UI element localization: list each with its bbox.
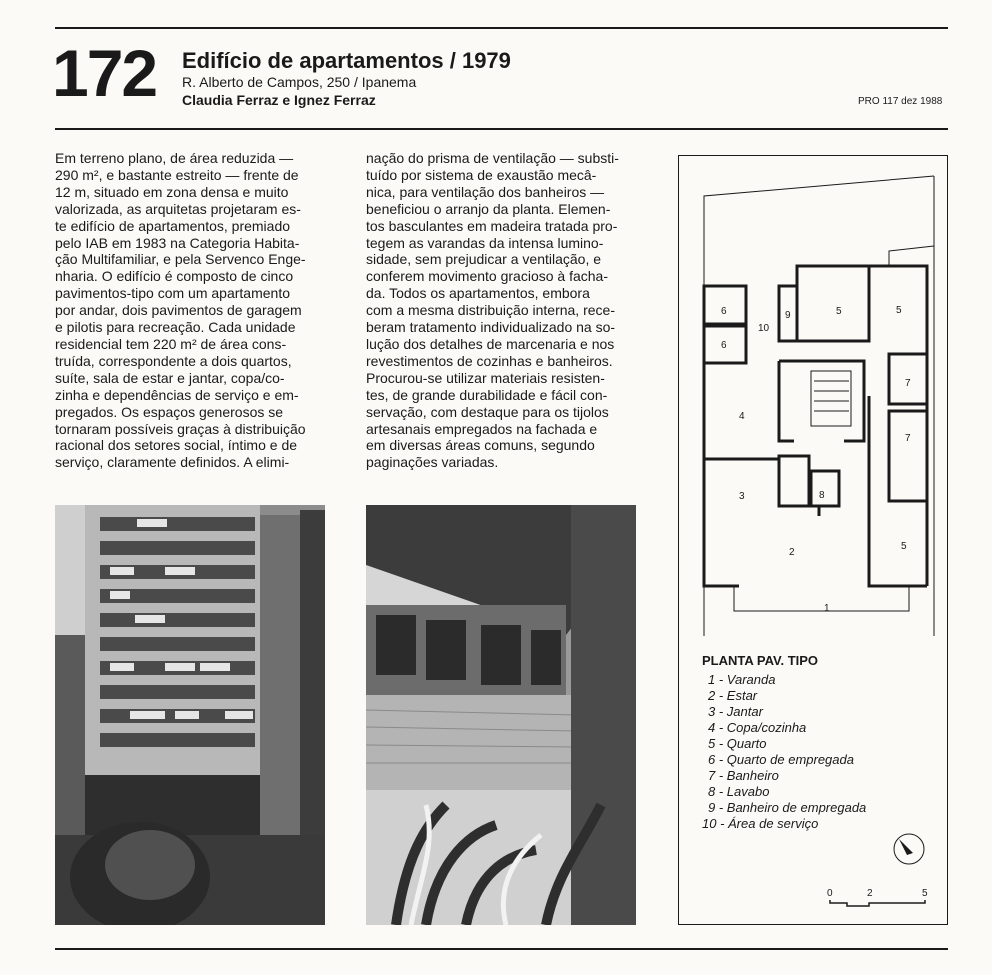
text-line: suíte, sala de estar e jantar, copa/co- <box>55 369 285 386</box>
legend-item: 2 - Estar <box>708 688 758 703</box>
text-line: conferem movimento gracioso à facha- <box>366 268 608 285</box>
text-column-2 <box>366 150 638 471</box>
room-label: 2 <box>789 547 795 558</box>
legend-item: 7 - Banheiro <box>708 768 779 783</box>
text-line: pavimentos-tipo com um apartamento <box>55 285 290 302</box>
text-line: tes, de grande durabilidade e fácil con- <box>366 386 608 403</box>
legend-item: 9 - Banheiro de empregada <box>708 800 867 815</box>
facade-photo <box>55 505 325 925</box>
text-line: revestimentos de cozinhas e banheiros. <box>366 352 613 369</box>
text-line: truída, correspondente a dois quartos, <box>55 352 292 369</box>
text-line: tos basculantes em madeira tratada pro- <box>366 217 618 234</box>
text-line: com a mesma distribuição interna, rece- <box>366 302 615 319</box>
text-line: tornaram possíveis graças à distribuição <box>55 420 306 437</box>
text-line: te edifício de apartamentos, premiado <box>55 217 291 234</box>
room-label: 9 <box>785 310 791 321</box>
text-line: nação do prisma de ventilação — substi- <box>366 150 619 166</box>
text-line: sidade, sem prejudicar a ventilação, e <box>366 251 602 268</box>
publication-reference: PRO 117 dez 1988 <box>858 96 943 107</box>
text-line: 12 m, situado em zona densa e muito <box>55 183 289 200</box>
text-line: racional dos setores social, íntimo e de <box>55 437 298 454</box>
room-label: 5 <box>901 541 907 552</box>
architects: Claudia Ferraz e Ignez Ferraz <box>182 92 376 108</box>
room-label: 5 <box>896 305 902 316</box>
scale-bar <box>827 884 937 914</box>
text-line: tuído por sistema de exaustão mecâ- <box>366 166 597 183</box>
text-line: serviço, claramente definidos. A elimi- <box>55 454 290 471</box>
text-column-1 <box>55 150 327 471</box>
legend-item: 1 - Varanda <box>708 672 776 687</box>
room-label: 8 <box>819 490 825 501</box>
bottom-rule <box>55 948 948 950</box>
room-label: 3 <box>739 491 745 502</box>
room-label: 5 <box>836 306 842 317</box>
legend-item: 10 - Área de serviço <box>702 816 819 831</box>
room-label: 10 <box>758 323 770 334</box>
text-line: e pilotis para recreação. Cada unidade <box>55 319 296 336</box>
room-label: 6 <box>721 306 727 317</box>
room-label: 7 <box>905 378 911 389</box>
text-line: nica, para ventilação dos banheiros — <box>366 183 605 200</box>
scale-label: 5 <box>922 888 928 899</box>
legend-item: 3 - Jantar <box>708 704 763 719</box>
room-label: 7 <box>905 433 911 444</box>
floor-plan-drawing <box>679 156 946 656</box>
text-line: Em terreno plano, de área reduzida — <box>55 150 294 166</box>
text-line: artesanais empregados na fachada e <box>366 420 598 437</box>
text-line: beram tratamento individualizado na so- <box>366 319 616 336</box>
north-arrow-icon <box>891 831 927 867</box>
room-label: 6 <box>721 340 727 351</box>
header-rule <box>55 128 948 130</box>
text-line: pelo IAB em 1983 na Categoria Habita- <box>55 234 300 251</box>
legend-item: 6 - Quarto de empregada <box>708 752 854 767</box>
text-line: Procurou-se utilizar materiais resisten- <box>366 369 605 386</box>
legend-item: 5 - Quarto <box>708 736 767 751</box>
legend-item: 8 - Lavabo <box>708 784 770 799</box>
text-line: pregados. Os espaços generosos se <box>55 403 284 420</box>
text-line: ção Multifamiliar, e pela Servenco Enge- <box>55 251 306 268</box>
plan-title: PLANTA PAV. TIPO <box>702 653 819 668</box>
address: R. Alberto de Campos, 250 / Ipanema <box>182 74 417 90</box>
text-line: da. Todos os apartamentos, embora <box>366 285 590 302</box>
entry-number: 172 <box>52 36 157 110</box>
text-line: tegem as varandas da intensa lumino- <box>366 234 604 251</box>
text-line: beneficiou o arranjo da planta. Elemen- <box>366 200 611 217</box>
text-line: nharia. O edifício é composto de cinco <box>55 268 294 285</box>
text-line: por andar, dois pavimentos de garagem <box>55 302 302 319</box>
text-line: servação, com destaque para os tijolos <box>366 403 609 420</box>
room-label: 1 <box>824 603 830 614</box>
text-line: zinha e dependências de serviço e em- <box>55 386 299 403</box>
text-line: lução dos detalhes de marcenaria e nos <box>366 335 615 352</box>
legend-item: 4 - Copa/cozinha <box>708 720 807 735</box>
text-line: em diversas áreas comuns, segundo <box>366 437 595 454</box>
text-line: paginações variadas. <box>366 454 499 471</box>
scale-label: 0 <box>827 888 833 899</box>
room-label: 4 <box>739 411 745 422</box>
balcony-photo <box>366 505 636 925</box>
page-title: Edifício de apartamentos / 1979 <box>182 48 511 73</box>
scale-label: 2 <box>867 888 873 899</box>
text-line: 290 m², e bastante estreito — frente de <box>55 166 299 183</box>
text-line: valorizada, as arquitetas projetaram es- <box>55 200 301 217</box>
top-rule <box>55 27 948 29</box>
text-line: residencial tem 220 m² de área cons- <box>55 335 287 352</box>
